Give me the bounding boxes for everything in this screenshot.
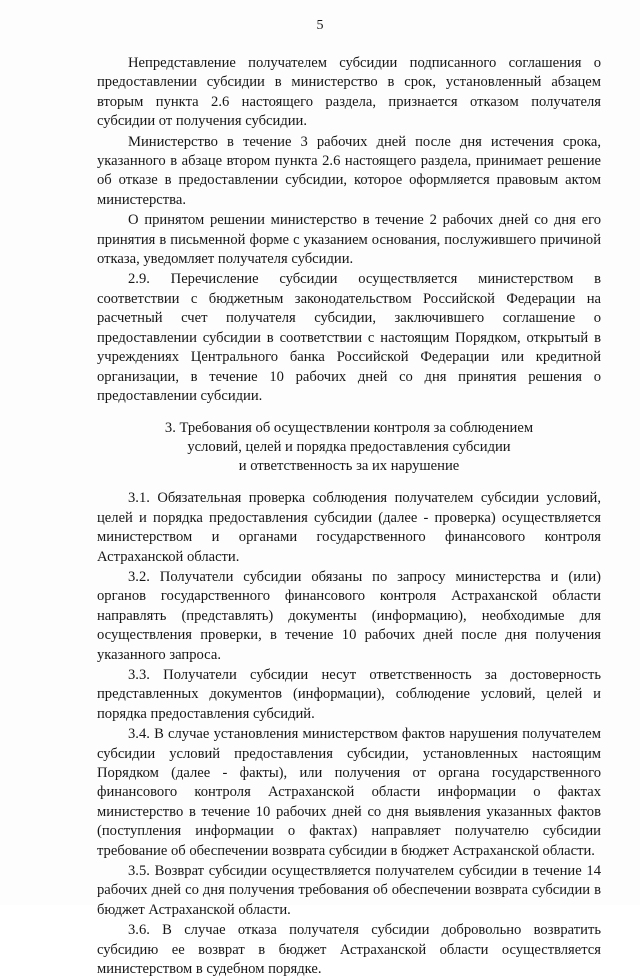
paragraph-2-9: 2.9. Перечисление субсидии осуществляется министерством в соответствии с бюджетным законодательством Российской Федерации на расчетный счет получателя субсидии, заключившего соглашение о предоставлении субсидии в соответствии с настоящим Порядком, открытый в учреждениях Центрального банка Российской Федерации или кредитной организации, в течение 10 рабочих дней со дня принятия решения о предоставлении субсидии. [97,271,601,404]
paragraph-3-3: 3.3. Получатели субсидии несут ответственность за достоверность представленных документов (информации), соблюдение условий, целей и порядка предоставления субсидий. [97,666,601,722]
document-body [97,54,601,979]
section-3-heading-line1: 3. Требования об осуществлении контроля за соблюдением [164,420,534,437]
paragraph-unsigned-agreement: Непредставление получателем субсидии подписанного соглашения о предоставлении субсидии в министерство в срок, установленный абзацем вторым пункта 2.6 настоящего раздела, признается отказом получателя субсидии от получения субсидии. [97,55,601,130]
paragraph-refusal-notice: О принятом решении министерство в течение 2 рабочих дней со дня его принятия в письменной форме с указанием основания, послужившего причиной отказа, уведомляет получателя субсидии. [97,212,601,268]
section-3-heading [97,419,601,476]
paragraph-3-1: 3.1. Обязательная проверка соблюдения получателем субсидии условий, целей и порядка предоставления субсидии (далее - проверка) осуществляется министерством и органами государственного финансового контроля Астраханской области. [97,490,601,565]
paragraph-refusal-decision: Министерство в течение 3 рабочих дней после дня истечения срока, указанного в абзаце втором пункта 2.6 настоящего раздела, принимает решение об отказе в предоставлении субсидии, которое оформляется правовым актом министерства. [97,133,601,208]
section-3-heading-line2: условий, целей и порядка предоставления субсидии [187,439,511,456]
paragraph-3-6: 3.6. В случае отказа получателя субсидии добровольно возвратить субсидию ее возврат в бюджет Астраханской области осуществляется министерством в судебном порядке. [97,922,601,978]
page-number: 5 [316,18,324,33]
paragraph-3-2: 3.2. Получатели субсидии обязаны по запросу министерства и (или) органов государственного финансового контроля Астраханской области направлять (представлять) документы (информацию), необходимые для осуществления проверки, в течение 10 рабочих дней после дня получения указанного запроса. [97,568,601,663]
section-3-heading-line3: и ответственность за их нарушение [238,458,460,475]
paragraph-3-4: 3.4. В случае установления министерством фактов нарушения получателем субсидии условий предоставления субсидии, установленных настоящим Порядком (далее - факты), или получения от органа государственного финансового контроля Астраханской области информации о фактах министерство в течение 10 рабочих дней со дня выявления указанных фактов (поступления информации о фактах) направляет получателю субсидии требование об обеспечении возврата субсидии в бюджет Астраханской области. [97,726,601,859]
paragraph-3-5: 3.5. Возврат субсидии осуществляется получателем субсидии в течение 14 рабочих дней со дня получения требования об обеспечении возврата субсидии в бюджет Астраханской области. [97,863,601,918]
